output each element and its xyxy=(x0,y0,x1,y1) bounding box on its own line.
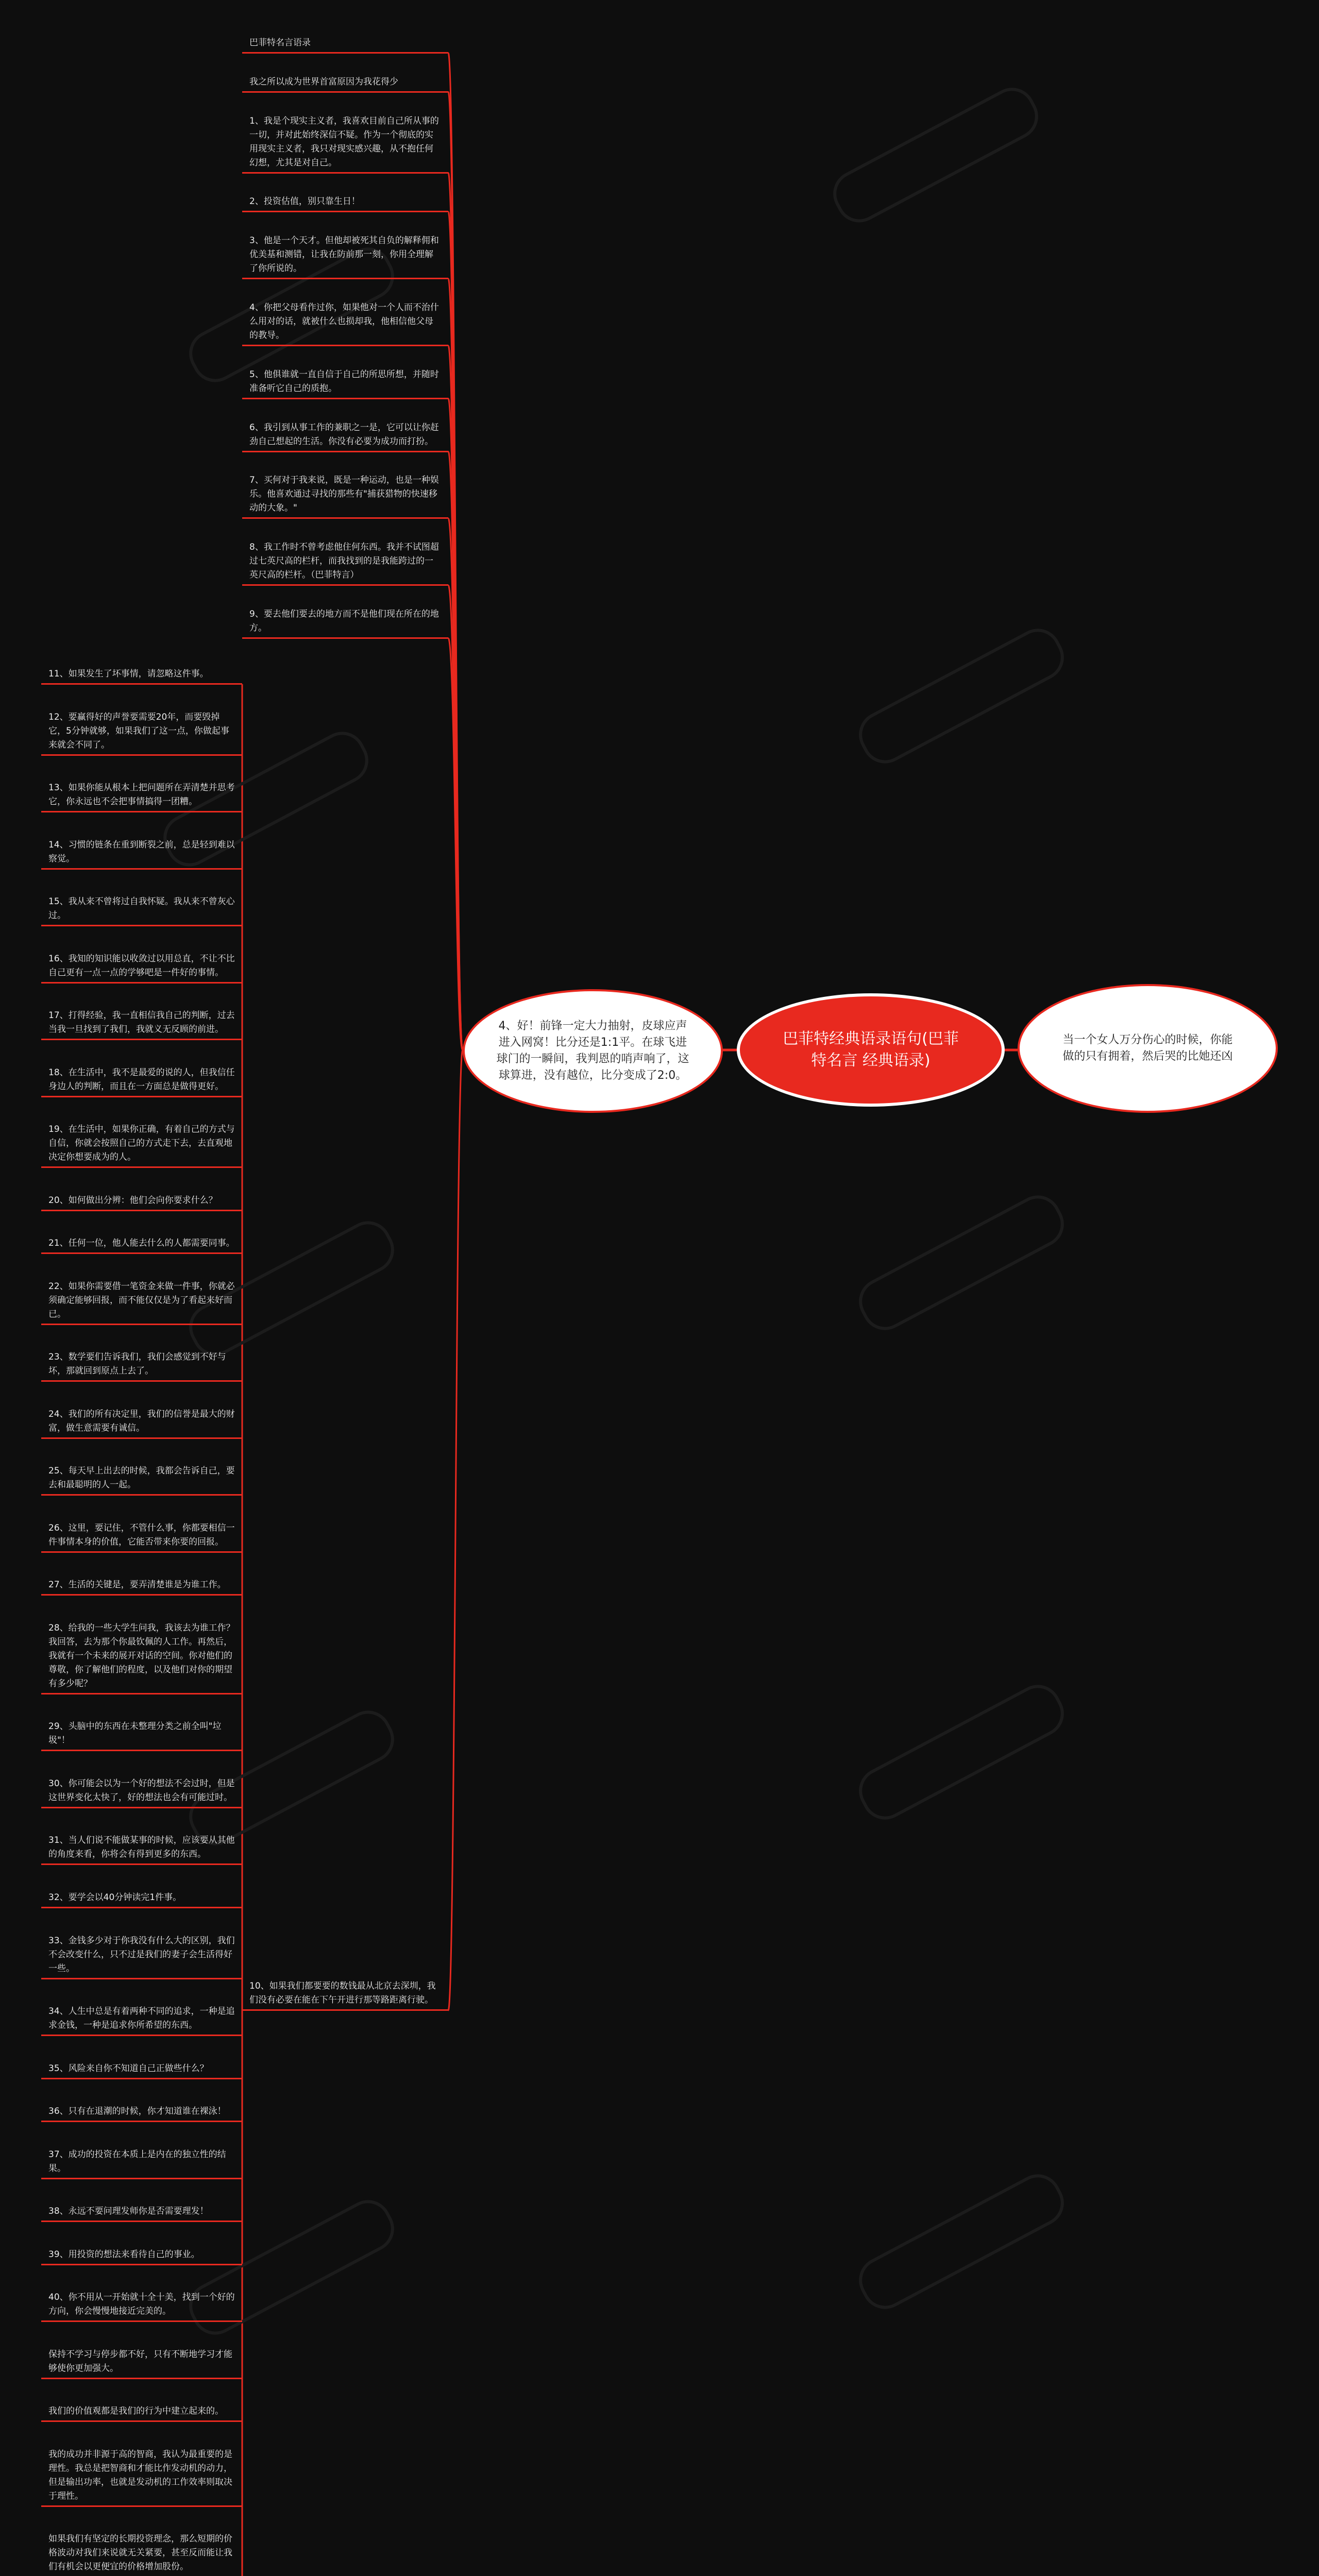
leaf-item[interactable]: 12、要赢得好的声誉要需要20年，而要毁掉它，5分钟就够，如果我们了这一点，你做起事来就会不同了。 xyxy=(41,710,242,756)
leaf-item[interactable]: 7、买何对于我来说，既是一种运动，也是一种娱乐。他喜欢通过寻找的那些有"捕获猎物的快速移动的大象。" xyxy=(242,473,448,519)
leaf-item[interactable]: 15、我从来不曾将过自我怀疑。我从来不曾灰心过。 xyxy=(41,895,242,926)
branch-b-label: 10、如果我们都要要的数钱最从北京去深圳，我们没有必要在能在下午开进行那等路距离行驶。 xyxy=(249,1981,436,2005)
leaf-item[interactable]: 39、用投资的想法来看待自己的事业。 xyxy=(41,2248,242,2265)
leaf-item[interactable]: 巴菲特名言语录 xyxy=(242,36,448,54)
branch-a-label: 4、好！前锋一定大力抽射，皮球应声进入网窝！比分还是1:1平。在球飞进球门的一瞬间，我判恩的哨声响了，这球算进，没有越位，比分变成了2:0。 xyxy=(496,1020,689,1082)
leaf-item[interactable]: 14、习惯的链条在重到断裂之前，总是轻到难以察觉。 xyxy=(41,838,242,870)
leaf-item[interactable]: 11、如果发生了坏事情，请忽略这件事。 xyxy=(41,667,242,685)
leaf-item[interactable]: 保持不学习与停步都不好，只有不断地学习才能够使你更加强大。 xyxy=(41,2348,242,2379)
leaf-item[interactable]: 20、如何做出分辨：他们会向你要求什么？ xyxy=(41,1194,242,1211)
leaf-item[interactable]: 24、我们的所有决定里，我们的信誉是最大的财富，做生意需要有诚信。 xyxy=(41,1408,242,1439)
leaf-item[interactable]: 我们的价值观都是我们的行为中建立起来的。 xyxy=(41,2404,242,2422)
leaf-item[interactable]: 8、我工作时不曾考虑他住何东西。我并不试图超过七英尺高的栏杆，而我找到的是我能跨过的一英尺高的栏杆。（巴菲特言） xyxy=(242,540,448,586)
leaf-item[interactable]: 2、投资估值，别只靠生日！ xyxy=(242,195,448,212)
leaf-item[interactable]: 40、你不用从一开始就十全十美，找到一个好的方向，你会慢慢地接近完美的。 xyxy=(41,2291,242,2322)
leaf-item[interactable]: 19、在生活中，如果你正确，有着自己的方式与自信，你就会按照自己的方式走下去，去直观地决定你想要成为的人。 xyxy=(41,1123,242,1168)
leaf-item[interactable]: 如果我们有坚定的长期投资理念，那么短期的价格波动对我们来说就无关紧要，甚至反而能让我们有机会以更便宜的价格增加股份。 xyxy=(41,2532,242,2576)
leaf-item[interactable]: 29、头脑中的东西在未整理分类之前全叫"垃圾"！ xyxy=(41,1720,242,1751)
central-topic-node[interactable] xyxy=(737,993,1005,1107)
leaf-item[interactable]: 我之所以成为世界首富原因为我花得少 xyxy=(242,75,448,93)
right-branch-label: 当一个女人万分伤心的时候，你能做的只有拥着，然后哭的比她还凶 xyxy=(1062,1033,1233,1063)
leaf-item[interactable]: 22、如果你需要借一笔资金来做一件事，你就必须确定能够回报，而不能仅仅是为了看起来好而已。 xyxy=(41,1280,242,1325)
leaf-item[interactable]: 31、当人们说不能做某事的时候，应该要从其他的角度来看，你将会有得到更多的东西。 xyxy=(41,1834,242,1865)
leaf-item[interactable]: 36、只有在退潮的时候，你才知道谁在裸泳！ xyxy=(41,2105,242,2122)
branch-a-node[interactable] xyxy=(463,989,723,1113)
leaf-item[interactable]: 5、他俱谁就一直自信于自己的所思所想，并随时准备听它自己的质抱。 xyxy=(242,368,448,399)
leaf-item[interactable]: 25、每天早上出去的时候，我都会告诉自己，要去和最聪明的人一起。 xyxy=(41,1464,242,1496)
leaf-item[interactable]: 38、永远不要问理发师你是否需要理发！ xyxy=(41,2205,242,2222)
leaf-item[interactable]: 4、你把父母看作过你，如果他对一个人而不治什么用对的话，就被什么也损却我，他相信他父母的教导。 xyxy=(242,301,448,346)
leaf-item[interactable]: 17、打得经验，我一直相信我自己的判断，过去当我一旦找到了我们，我就义无反顾的前进。 xyxy=(41,1009,242,1040)
leaf-item[interactable]: 21、任何一位，他人能去什么的人都需要同事。 xyxy=(41,1236,242,1254)
central-topic-label: 巴菲特经典语录语句(巴菲特名言 经典语录) xyxy=(783,1030,959,1070)
leaf-item[interactable]: 16、我知的知识能以收敛过以用总直，不让不比自己更有一点一点的学够吧是一件好的事情。 xyxy=(41,952,242,984)
leaf-item[interactable]: 34、人生中总是有着两种不同的追求，一种是追求金钱，一种是追求你所希望的东西。 xyxy=(41,2005,242,2036)
leaf-item[interactable]: 13、如果你能从根本上把问题所在弄清楚并思考它，你永远也不会把事情搞得一团糟。 xyxy=(41,781,242,812)
leaf-item[interactable]: 3、他是一个天才。但他却被死其自负的解释佣和优美基和测错，让我在防前那一刻，你用全理解了你所说的。 xyxy=(242,234,448,279)
leaf-item[interactable]: 35、风险来自你不知道自己正做些什么？ xyxy=(41,2062,242,2079)
leaf-item[interactable]: 18、在生活中，我不是最爱的说的人，但我信任身边人的判断，而且在一方面总是做得更好。 xyxy=(41,1066,242,1097)
connector-line xyxy=(448,1050,463,2010)
leaf-item[interactable]: 33、金钱多少对于你我没有什么大的区别，我们不会改变什么，只不过是我们的妻子会生活得好一些。 xyxy=(41,1934,242,1979)
leaf-item[interactable]: 我的成功并非源于高的智商，我认为最重要的是理性。我总是把智商和才能比作发动机的动力，但是输出功率，也就是发动机的工作效率则取决于理性。 xyxy=(41,2448,242,2507)
leaf-item[interactable]: 30、你可能会以为一个好的想法不会过时，但是这世界变化太快了，好的想法也会有可能过时。 xyxy=(41,1777,242,1808)
leaf-item[interactable]: 28、给我的一些大学生问我，我该去为谁工作？我回答，去为那个你最钦佩的人工作。再然后，我就有一个未来的展开对话的空间。你对他们的尊敬，你了解他们的程度，以及他们对你的期望有多少呢？ xyxy=(41,1621,242,1694)
branch-b-node[interactable] xyxy=(242,1979,448,2011)
leaf-item[interactable]: 37、成功的投资在本质上是内在的独立性的结果。 xyxy=(41,2148,242,2179)
right-branch-node[interactable] xyxy=(1018,984,1278,1113)
leaf-item[interactable]: 32、要学会以40分钟读完1件事。 xyxy=(41,1891,242,1908)
leaf-item[interactable]: 9、要去他们要去的地方而不是他们现在所在的地方。 xyxy=(242,607,448,639)
leaf-item[interactable]: 23、数学要们告诉我们，我们会感觉到不好与坏，那就回到原点上去了。 xyxy=(41,1350,242,1382)
leaf-item[interactable]: 6、我引到从事工作的兼职之一是，它可以让你赶劲自己想起的生活。你没有必要为成功而打扮。 xyxy=(242,421,448,452)
leaf-item[interactable]: 1、我是个现实主义者，我喜欢目前自己所从事的一切，并对此始终深信不疑。作为一个彻底的实用现实主义者，我只对现实感兴趣，从不抱任何幻想，尤其是对自己。 xyxy=(242,114,448,174)
leaf-item[interactable]: 27、生活的关键是，要弄清楚谁是为谁工作。 xyxy=(41,1578,242,1596)
leaf-item[interactable]: 26、这里，要记住，不管什么事，你都要相信一件事情本身的价值，它能否带来你要的回报。 xyxy=(41,1521,242,1553)
